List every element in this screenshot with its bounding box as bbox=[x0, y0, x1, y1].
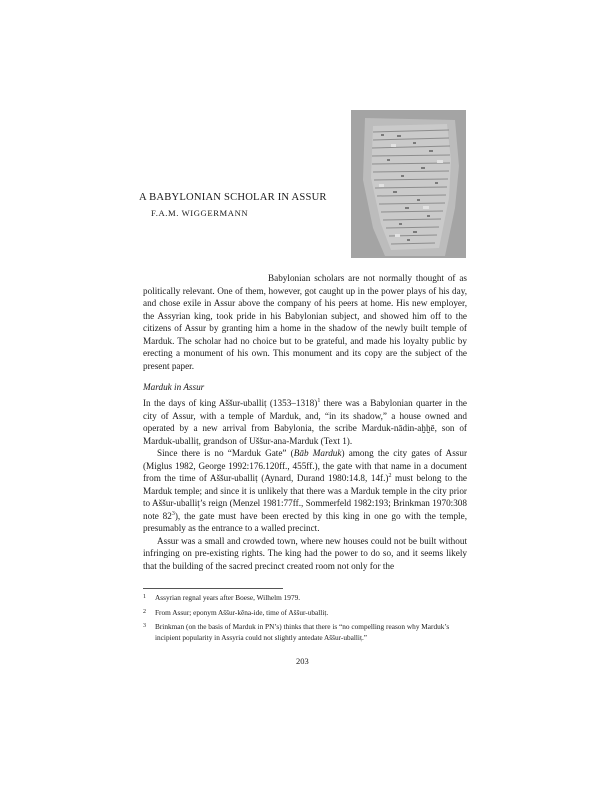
p2-italic-term: Bāb Marduk bbox=[293, 448, 342, 458]
section-heading: Marduk in Assur bbox=[143, 382, 205, 392]
p2-text-c: must belong to the Marduk temple; and since it is unlikely that there was a Marduk temple in the city prior to Aššur-uballiṭ’s reign (Menzel 1981:77ff., Sommerfeld 1982:193; Brinkman 1970:308 note 82 bbox=[143, 473, 468, 521]
p2-text-b: ) among the city gates of Assur (Miglus 1982, George 1992:176.120ff., 455ff.), the gate with that name in a document from the time of Aššur-uballiṭ (Aynard, Durand 1980:14.8, 14f.) bbox=[143, 448, 467, 483]
footnote-number: 3 bbox=[143, 623, 146, 629]
abstract bbox=[143, 272, 467, 372]
body-paragraph-1 bbox=[143, 397, 467, 447]
footnote-3 bbox=[143, 622, 467, 643]
article-author: F.A.M. WIGGERMANN bbox=[151, 208, 249, 218]
footnote-1 bbox=[143, 593, 467, 604]
footnote-2 bbox=[143, 608, 467, 619]
footnote-ref-3[interactable]: 3 bbox=[171, 510, 175, 517]
abstract-paragraph: Babylonian scholars are not normally thought of as politically relevant. One of them, however, got caught up in the power plays of his day, and chose exile in Assur above the company of his peers at home. His new employer, the Assyrian king, took pride in his Babylonian subject, and showed him off to the citizens of Assur by granting him a home in the shadow of the newly built temple of Marduk. The scholar had no choice but to be grateful, and made his loyalty public by erecting a monument of his own. This monument and its copy are the subject of the present paper. bbox=[143, 273, 467, 371]
page-number: 203 bbox=[296, 656, 309, 666]
footnotes bbox=[143, 593, 467, 647]
main-text bbox=[143, 397, 467, 572]
footnote-number: 1 bbox=[143, 594, 146, 600]
footnote-ref-2[interactable]: 2 bbox=[388, 472, 392, 479]
p1-text-a: In the days of king Aššur-uballiṭ (1353–1318) bbox=[143, 398, 318, 408]
body-paragraph-3: Assur was a small and crowded town, where new houses could not be built without infringing on pre-existing rights. The king had the power to do so, and it seems likely that the building of the sacred precinct created room not only for the bbox=[143, 535, 467, 571]
article-title: A BABYLONIAN SCHOLAR IN ASSUR bbox=[139, 192, 327, 203]
footnote-text: Brinkman (on the basis of Marduk in PN’s) thinks that there is “no compelling reason why Marduk’s incipient popularity in Assyria could not slightly antedate Aššur-uballiṭ.” bbox=[155, 622, 450, 642]
footnote-text: Assyrian regnal years after Boese, Wilhelm 1979. bbox=[155, 593, 301, 602]
p2-text-a: Since there is no “Marduk Gate” ( bbox=[157, 448, 294, 458]
footnote-number: 2 bbox=[143, 608, 146, 615]
tablet-photo bbox=[351, 110, 466, 258]
footnote-ref-1[interactable]: 1 bbox=[317, 397, 321, 404]
p2-text-d: ), the gate must have been erected by this king in one go with the temple, presumably as the entrance to a walled precinct. bbox=[143, 510, 467, 533]
footnote-text: From Assur; eponym Aššur-kēna-ide, time of Aššur-uballiṭ. bbox=[155, 607, 329, 617]
p1-text-b: there was a Babylonian quarter in the city of Assur, with a temple of Marduk, and, “in its shadow,” a house owned and operated by a new arrival from Babylonia, the scribe Marduk-nādin-aḫḫē, son of Marduk-uballiṭ, grandson of Uššur-ana-Marduk (Text 1). bbox=[143, 398, 467, 446]
body-paragraph-2 bbox=[143, 447, 467, 535]
footnote-divider bbox=[143, 588, 283, 589]
inscribed-tablet-image bbox=[351, 110, 466, 258]
